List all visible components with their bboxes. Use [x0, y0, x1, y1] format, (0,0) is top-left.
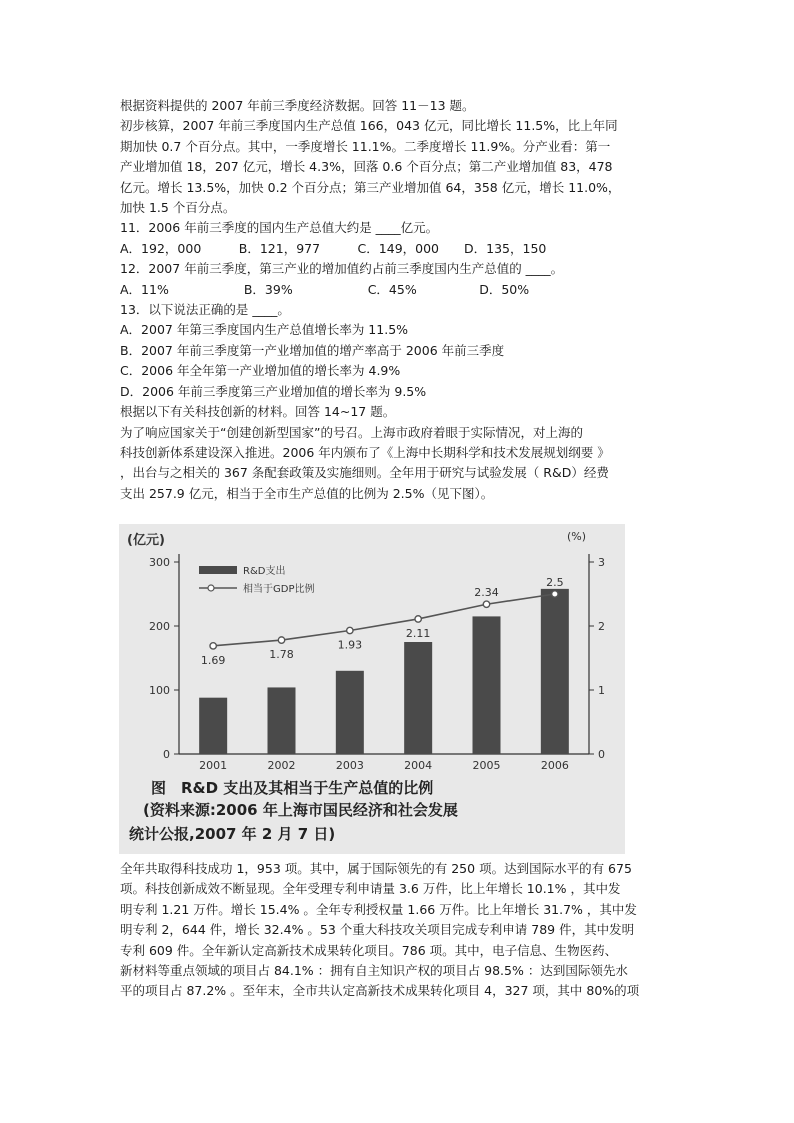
bar-2006 — [541, 589, 569, 754]
text-line: 亿元。增长 13.5%，加快 0.2 个百分点；第三产业增加值 64，358 亿元，增长 11.0%， — [120, 179, 621, 195]
y2-axis-unit-label: (%) — [567, 530, 587, 543]
y-tick-label: 100 — [149, 684, 170, 697]
chart-caption-line3: 统计公报,2007 年 2 月 7 日) — [129, 825, 336, 843]
y-tick-label: 0 — [163, 748, 170, 761]
y-tick-label: 300 — [149, 556, 170, 569]
text-line: 11．2006 年前三季度的国内生产总值大约是 ____亿元。 — [120, 220, 439, 236]
chart-caption-line1: 图 R&D 支出及其相当于生产总值的比例 — [151, 779, 434, 797]
x-tick-label: 2002 — [267, 759, 296, 772]
text-line: 支出 257.9 亿元，相当于全市生产总值的比例为 2.5%（见下图）。 — [120, 485, 494, 501]
text-line: 初步核算，2007 年前三季度国内生产总值 166，043 亿元，同比增长 11.5%，比上年同 — [120, 118, 618, 134]
legend-line-marker — [208, 585, 214, 591]
gdp-ratio-line — [213, 594, 555, 646]
text-line: 产业增加值 18，207 亿元，增长 4.3%，回落 0.6 个百分点；第二产业增加值 83，478 — [120, 159, 613, 175]
text-line: A．11% B．39% C．45% D．50% — [120, 281, 530, 297]
x-tick-label: 2005 — [472, 759, 501, 772]
text-line: 全年共取得科技成功 1，953 项。其中，属于国际领先的有 250 项。达到国际水平的有 675 — [120, 861, 632, 876]
x-tick-label: 2004 — [404, 759, 433, 772]
text-line: 明专利 1.21 万件。增长 15.4% 。全年专利授权量 1.66 万件。比上年增长 31.7% ，其中发 — [120, 901, 637, 917]
bar-2005 — [473, 616, 501, 754]
text-line: 期加快 0.7 个百分点。其中，一季度增长 11.1%。二季度增长 11.9%。分产业看：第一 — [120, 138, 611, 154]
bar-2002 — [268, 687, 296, 754]
chart-axes — [127, 530, 605, 772]
rd-chart — [119, 524, 625, 854]
bar-2003 — [336, 671, 364, 754]
legend-bar-label: R&D支出 — [243, 566, 286, 577]
gdp-ratio-point — [278, 637, 284, 643]
text-line: 加快 1.5 个百分点。 — [120, 200, 236, 216]
text-line: 根据资料提供的 2007 年前三季度经济数据。回答 11－13 题。 — [120, 98, 475, 113]
y2-tick-label: 3 — [598, 556, 605, 569]
gdp-ratio-label: 1.78 — [269, 648, 294, 662]
text-line: A．192，000 B．121，977 C．149，000 D．135，150 — [120, 240, 547, 256]
bar-2004 — [404, 642, 432, 754]
gdp-ratio-label: 1.69 — [200, 653, 226, 667]
y-axis-unit-label: (亿元) — [127, 533, 165, 548]
gdp-ratio-point — [347, 627, 353, 633]
text-line: 平的项目占 87.2% 。至年末，全市共认定高新技术成果转化项目 4，327 项，其中 80%的项 — [120, 983, 640, 999]
text-line: A．2007 年第三季度国内生产总值增长率为 11.5% — [120, 322, 409, 338]
text-line: B．2007 年前三季度第一产业增加值的增产率高于 2006 年前三季度 — [120, 342, 505, 358]
text-line: ，出台与之相关的 367 条配套政策及实施细则。全年用于研究与试验发展（ R&D）经费 — [120, 465, 609, 481]
gdp-ratio-label: 2.5 — [546, 576, 564, 589]
y-tick-label: 200 — [149, 620, 170, 633]
gdp-ratio-label: 1.93 — [337, 638, 363, 652]
text-line: D．2006 年前三季度第三产业增加值的增长率为 9.5% — [120, 383, 427, 399]
text-line: 13．以下说法正确的是 ____。 — [120, 302, 290, 318]
y2-tick-label: 2 — [598, 620, 605, 633]
text-line: 专利 609 件。全年新认定高新技术成果转化项目。786 项。其中，电子信息、生物医药、 — [120, 942, 618, 958]
gdp-ratio-point — [552, 591, 558, 597]
gdp-ratio-point — [483, 601, 489, 607]
gdp-ratio-point — [210, 643, 216, 649]
text-line: 根据以下有关科技创新的材料。回答 14~17 题。 — [120, 404, 396, 420]
x-tick-label: 2003 — [335, 759, 364, 772]
y2-tick-label: 1 — [598, 684, 605, 697]
text-line: C．2006 年全年第一产业增加值的增长率为 4.9% — [120, 363, 401, 379]
text-line: 项。科技创新成效不断显现。全年受理专利申请量 3.6 万件，比上年增长 10.1% ，其中发 — [120, 881, 621, 897]
gdp-ratio-label: 2.11 — [405, 626, 431, 640]
text-line: 为了响应国家关于“创建创新型国家”的号召。上海市政府着眼于实际情况，对上海的 — [120, 424, 583, 440]
chart-legend — [199, 564, 314, 595]
chart-caption-line2: (资料来源:2006 年上海市国民经济和社会发展 — [143, 801, 458, 819]
bar-2001 — [199, 698, 227, 754]
text-line: 新材料等重点领域的项目占 84.1% ：拥有自主知识产权的项目占 98.5% ：达到国际领先水 — [120, 963, 628, 979]
top-text-block — [120, 96, 680, 504]
x-tick-label: 2006 — [540, 759, 569, 772]
legend-bar-swatch — [199, 566, 237, 574]
legend-line-label: 相当于GDP比例 — [243, 584, 315, 595]
rd-chart-svg — [119, 524, 625, 854]
text-line: 科技创新体系建设深入推进。2006 年内颁布了《上海中长期科学和技术发展规划纲要 》 — [120, 444, 610, 460]
x-tick-label: 2001 — [199, 759, 228, 772]
text-line: 明专利 2，644 件，增长 32.4% 。53 个重大科技攻关项目完成专利申请 789 件，其中发明 — [120, 922, 635, 938]
gdp-ratio-label: 2.34 — [474, 586, 499, 600]
bottom-text-block — [120, 859, 680, 1002]
gdp-ratio-point — [415, 616, 421, 622]
chart-bars — [199, 589, 569, 754]
text-line: 12．2007 年前三季度，第三产业的增加值约占前三季度国内生产总值的 ____。 — [120, 261, 564, 277]
y2-tick-label: 0 — [598, 748, 605, 761]
